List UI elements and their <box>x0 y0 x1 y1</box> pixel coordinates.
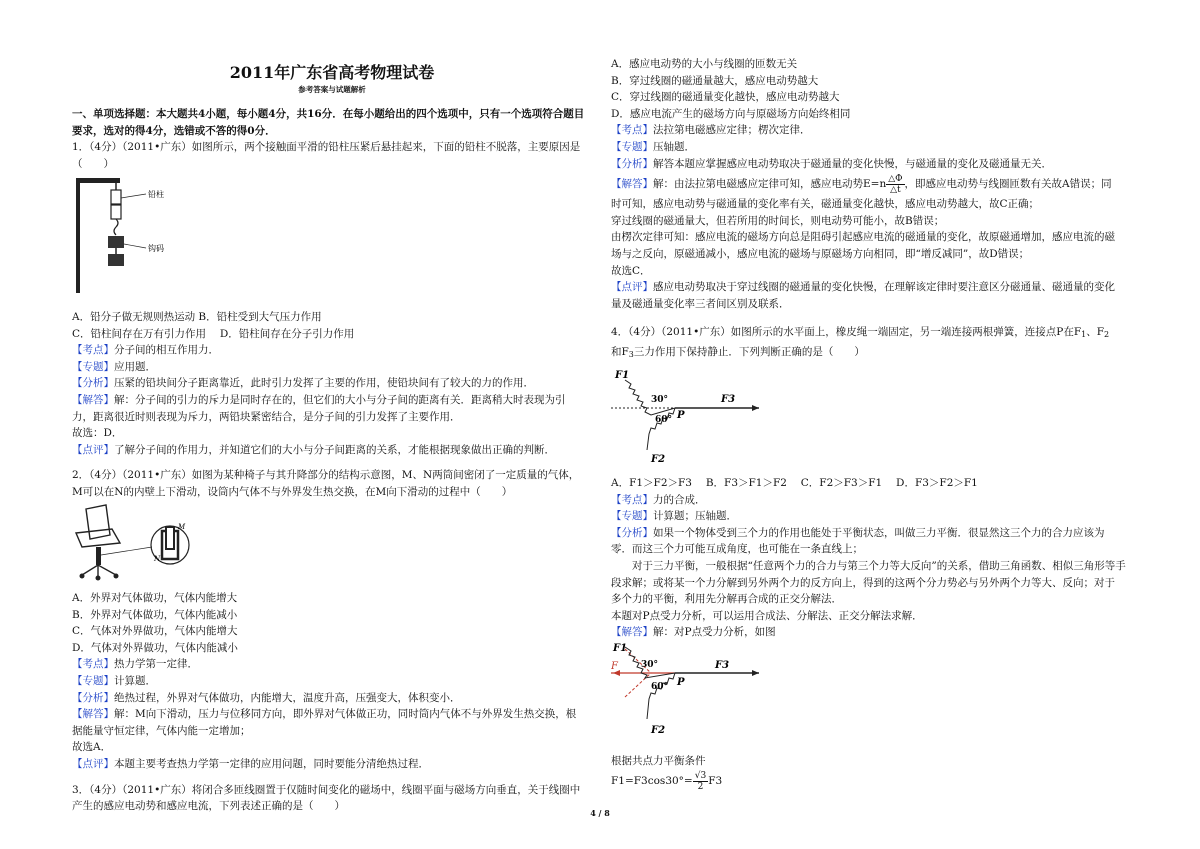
svg-text:F1: F1 <box>615 369 630 381</box>
q1-figure <box>72 174 592 305</box>
q1-stem: 1．（4分）（2011•广东）如图所示，两个接触面平滑的铅柱压紧后悬挂起来，下面的铅柱不脱落，主要原因是（ ） <box>72 141 581 170</box>
q3-dianping-cont: 量及磁通量变化率三者间区别及联系． <box>611 297 790 310</box>
q4-fenxi: 【分析】如果一个物体受到三个力的作用也能处于平衡状态，叫做三力平衡．很显然这三个力的合力应该为 <box>611 526 1105 539</box>
weight-lower <box>108 254 124 266</box>
tag-dianping: 【点评】 <box>72 443 114 456</box>
q3-jieda: 【解答】解：由法拉第电磁感应定律可知，感应电动势E=n $\frac{\triangle\Phi}{\triangle t}$ ，即感应电动势与线圈匝数有关故A错误；同 <box>611 173 1112 195</box>
q3-jieda-5: 场与之反向，原磁通减小，感应电流的磁场与原磁场方向相同，即“增反减同”，故D错误； <box>611 247 1030 260</box>
support-post <box>76 178 80 293</box>
q3-answer: 故选C． <box>611 264 651 277</box>
q3-jieda-2: 时可知，感应电动势与磁通量的变化率有关，磁通量变化越快，感应电动势越大，故C正确； <box>611 198 1040 211</box>
chair-column <box>96 547 101 565</box>
q1-zhuanti: 【专题】应用题． <box>72 360 156 373</box>
label-N: N <box>154 554 161 563</box>
q2-option-c: C．气体对外界做功，气体内能增大 <box>72 625 238 638</box>
q3-jieda-4: 由楞次定律可知：感应电流的磁场方向总是阻碍引起感应电流的磁通量的变化，故原磁通增加，感应电流的磁 <box>611 231 1115 244</box>
tag-dianping: 【点评】 <box>611 281 653 294</box>
q1-kaodian: 【考点】分子间的相互作用力． <box>72 344 219 357</box>
lead-cylinder-upper <box>111 190 121 204</box>
q3-jieda-3: 穿过线圈的磁通量大，但若所用的时间长，则电动势可能小，故B错误； <box>611 214 945 227</box>
svg-text:F2: F2 <box>651 453 666 465</box>
page-title: 2011年广东省高考物理试卷 <box>229 63 435 82</box>
lead-cylinder-diagram <box>72 174 232 299</box>
q2-kaodian: 【考点】热力学第一定律． <box>72 658 198 671</box>
q1-dianping: 【点评】了解分子间的作用力，并知道它们的大小与分子间距离的关系，才能根据现象做出正确的判断． <box>72 443 555 456</box>
q3-stem: 3．（4分）（2011•广东）将闭合多匝线圈置于仅随时间变化的磁场中，线圈平面与磁场方向垂直，关于线圈中 <box>72 783 581 796</box>
tag-jieda: 【解答】 <box>611 178 653 191</box>
q4-kaodian: 【考点】力的合成． <box>611 493 706 506</box>
cylinder-M <box>166 527 174 549</box>
q1-jieda: 【解答】解：分子间的引力的斥力是同时存在的，但它们的大小与分子间的距离有关．距离稍大时表现为引 <box>72 393 566 406</box>
q2-fenxi: 【分析】绝热过程，外界对气体做功，内能增大，温度升高，压强变大，体积变小． <box>72 691 461 704</box>
q2-jieda: 【解答】解：M向下滑动，压力与位移同方向，即外界对气体做正功，同时筒内气体不与外界发生热交换，根 <box>72 708 577 721</box>
weight-upper <box>108 236 124 248</box>
label-weight: 钩码 <box>148 244 164 254</box>
right-column <box>611 56 1126 793</box>
q3-kaodian: 【考点】法拉第电磁感应定律；楞次定律． <box>611 124 811 137</box>
page-number: 4 / 8 <box>590 808 610 818</box>
svg-text:30°: 30° <box>641 660 659 671</box>
chair-back <box>86 505 110 539</box>
tag-dianping: 【点评】 <box>72 758 114 771</box>
force-diagram <box>611 366 771 466</box>
q3-option-b: B．穿过线圈的磁通量越大，感应电动势越大 <box>611 74 819 87</box>
q2-answer: 故选A． <box>72 741 112 754</box>
q2-stem: 2．（4分）（2011•广东）如图为某种椅子与其升降部分的结构示意图，M、N两筒间密闭了一定质量的气体， <box>72 469 580 482</box>
q4-figure <box>611 366 1126 472</box>
sqrt3-over-2-fraction: $\frac{√3}{2}$ <box>694 770 707 792</box>
q3-option-c: C．穿过线圈的磁通量变化越快，感应电动势越大 <box>611 91 840 104</box>
tag-zhuanti: 【专题】 <box>611 140 653 153</box>
svg-text:60°: 60° <box>651 682 669 693</box>
q1-answer: 故选：D． <box>72 427 123 440</box>
svg-text:60°: 60° <box>655 414 673 425</box>
q3-dianping: 【点评】感应电动势取决于穿过线圈的磁通量的变化快慢，在理解该定律时要注意区分磁通量、磁通量的变化 <box>611 281 1115 294</box>
q4-equation: F1=F3cos30°= $\frac{√3}{2}$ F3 <box>611 770 723 792</box>
q2-option-b: B．外界对气体做功，气体内能减小 <box>72 608 238 621</box>
q2-zhuanti: 【专题】计算题． <box>72 675 156 688</box>
q4-stem-cont: 和F3三力作用下保持静止．下列判断正确的是（ ） <box>611 345 865 359</box>
q3-stem-cont: 产生的感应电动势和感应电流，下列表述正确的是（ ） <box>72 800 345 813</box>
chair-diagram <box>72 503 192 581</box>
q4-fenxi-4: 段求解；或将某一个力分解到另外两个力的反方向上，得到的这两个分力势必与另外两个力等大、反向；对于 <box>611 576 1115 589</box>
tag-fenxi: 【分析】 <box>611 157 653 170</box>
q4-fenxi-5: 多个力的平衡，利用先分解再合成的正交分解法． <box>611 593 842 606</box>
q3-option-d: D．感应电流产生的磁场方向与原磁场方向始终相同 <box>611 107 851 120</box>
svg-text:30°: 30° <box>651 394 669 405</box>
label-M: M <box>178 522 186 531</box>
svg-text:F1: F1 <box>613 643 628 655</box>
support-beam <box>76 178 120 183</box>
q4-fenxi-6: 本题对P点受力分析，可以运用合成法、分解法、正交分解法求解． <box>611 609 923 622</box>
tag-fenxi: 【分析】 <box>72 377 114 390</box>
q2-stem-cont: M可以在N的内壁上下滑动，设筒内气体不与外界发生热交换，在M向下滑动的过程中（ ） <box>72 485 513 498</box>
svg-text:F2: F2 <box>651 725 666 737</box>
svg-text:P: P <box>677 409 685 421</box>
lead-cylinder-lower <box>111 205 121 219</box>
tag-jieda: 【解答】 <box>611 626 653 639</box>
q4-stem: 4．（4分）（2011•广东）如图所示的水平面上，橡皮绳一端固定，另一端连接两根弹簧，连接点P在F1、F2 <box>611 326 1110 340</box>
tag-kaodian: 【考点】 <box>611 493 653 506</box>
page-subtitle: 参考答案与试题解析 <box>298 85 366 94</box>
label-lead: 铅柱 <box>148 190 164 200</box>
tag-zhuanti: 【专题】 <box>72 675 114 688</box>
left-column <box>72 0 592 815</box>
svg-text:F3: F3 <box>721 393 736 405</box>
q2-dianping: 【点评】本题主要考查热力学第一定律的应用问题，同时要能分清绝热过程． <box>72 758 429 771</box>
q4-fenxi-2: 零．而这三个力可能互成角度，也可能在一条直线上； <box>611 543 863 556</box>
q3-fenxi: 【分析】解答本题应掌握感应电动势取决于磁通量的变化快慢，与磁通量的变化及磁通量无关． <box>611 157 1052 170</box>
q4-fenxi-3: 对于三力平衡，一般根据“任意两个力的合力与第三个力等大反向”的关系，借助三角函数、相似三角形等手 <box>611 560 1126 573</box>
q2-option-a: A．外界对气体做功，气体内能增大 <box>72 592 238 605</box>
q2-jieda-cont: 据能量守恒定律，气体内能一定增加； <box>72 724 251 737</box>
tag-kaodian: 【考点】 <box>72 658 114 671</box>
emf-fraction: $\frac{\triangle\Phi}{\triangle t}$ <box>888 173 903 195</box>
tag-kaodian: 【考点】 <box>72 344 114 357</box>
force-decomposition-diagram <box>611 643 771 743</box>
q4-options: A．F1＞F2＞F3 B．F3＞F1＞F2 C．F2＞F3＞F1 D．F3＞F2＞F1 <box>611 477 978 490</box>
q1-fenxi: 【分析】压紧的铅块间分子距离靠近，此时引力发挥了主要的作用，使铅块间有了较大的力的作用． <box>72 377 534 390</box>
svg-text:P: P <box>677 677 685 689</box>
q4-balance: 根据共点力平衡条件 <box>611 754 706 767</box>
q4-jieda: 【解答】解：对P点受力分析，如图 <box>611 626 776 639</box>
tag-kaodian: 【考点】 <box>611 124 653 137</box>
section-heading: 一、单项选择题：本大题共4小题，每小题4分，共16分．在每小题给出的四个选项中，只有一个选项符合题目要求，选对的得4分，选错或不答的得0分． <box>72 108 585 137</box>
q1-options-cd: C．铅柱间存在万有引力作用 D．铅柱间存在分子引力作用 <box>72 327 355 340</box>
q1-options-ab: A．铅分子做无规则热运动 B．铅柱受到大气压力作用 <box>72 310 322 323</box>
tag-jieda: 【解答】 <box>72 393 114 406</box>
svg-text:F: F <box>611 661 618 673</box>
tag-zhuanti: 【专题】 <box>72 360 114 373</box>
q2-figure <box>72 503 592 587</box>
q4-solution-figure <box>611 643 1126 749</box>
q4-zhuanti: 【专题】计算题；压轴题． <box>611 510 737 523</box>
q2-option-d: D．气体对外界做功，气体内能减小 <box>72 641 238 654</box>
tag-fenxi: 【分析】 <box>611 526 653 539</box>
tag-fenxi: 【分析】 <box>72 691 114 704</box>
svg-text:F3: F3 <box>715 660 730 672</box>
q3-option-a: A．感应电动势的大小与线圈的匝数无关 <box>611 58 798 70</box>
q3-zhuanti: 【专题】压轴题． <box>611 140 695 153</box>
tag-jieda: 【解答】 <box>72 708 114 721</box>
q1-jieda-cont: 力，距离很近时则表现为斥力，两铅块紧密结合，是分子间的引力发挥了主要作用． <box>72 410 461 423</box>
tag-zhuanti: 【专题】 <box>611 510 653 523</box>
